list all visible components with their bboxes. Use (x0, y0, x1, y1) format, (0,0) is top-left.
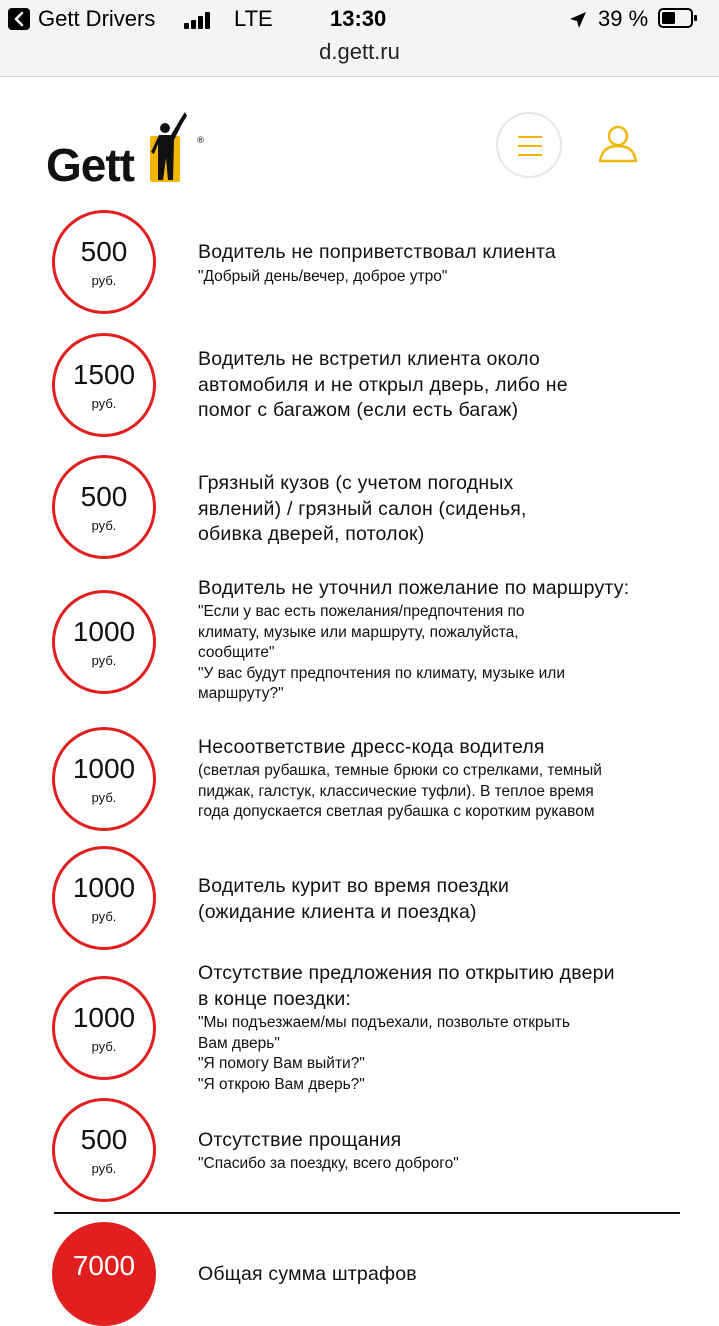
fine-amount: 1000 (72, 1002, 136, 1033)
fine-detail-line: пиджак, галстук, классические туфли). В теплое время (198, 782, 594, 800)
fine-detail-line: "Я помогу Вам выйти?" (198, 1055, 365, 1072)
back-app-label[interactable]: Gett Drivers (38, 6, 156, 31)
fine-title-line: помог с багажом (если есть багаж) (198, 399, 519, 421)
fine-amount-badge (52, 846, 156, 950)
fine-amount: 1500 (72, 359, 136, 390)
fine-currency: руб. (91, 1039, 117, 1054)
address-bar-url[interactable]: d.gett.ru (319, 39, 400, 64)
signal-strength-icon (184, 11, 218, 29)
fine-detail-line: "Спасибо за поездку, всего доброго" (198, 1155, 459, 1172)
fine-title-line: Отсутствие предложения по открытию двери (198, 962, 615, 984)
fine-amount: 1000 (72, 872, 136, 903)
network-type: LTE (234, 6, 273, 31)
fine-detail-line: климату, музыке или маршруту, пожалуйста, (198, 623, 519, 641)
fine-title-line: обивка дверей, потолок) (198, 523, 425, 545)
fine-title-line: автомобиля и не открыл дверь, либо не (198, 373, 568, 396)
fine-currency: руб. (91, 518, 117, 533)
fine-detail-line: сообщите" (198, 644, 275, 661)
fine-amount-badge (52, 333, 156, 437)
fine-title-line: Водитель не поприветствовал клиента (198, 241, 556, 263)
fine-currency: руб. (91, 790, 117, 805)
menu-button[interactable] (496, 112, 562, 178)
fine-amount: 1000 (72, 753, 136, 784)
gett-logo-figure-icon (146, 108, 206, 184)
fine-amount-badge (52, 210, 156, 314)
fine-detail-line: Вам дверь" (198, 1034, 280, 1052)
fine-amount-badge (52, 727, 156, 831)
fine-detail-line: "Добрый день/вечер, доброе утро" (198, 268, 448, 285)
fine-amount: 500 (80, 481, 128, 512)
divider (54, 1212, 680, 1214)
gett-logo[interactable]: Gett (46, 139, 134, 191)
user-profile-icon[interactable] (596, 124, 640, 164)
location-arrow-icon (568, 10, 588, 30)
fine-detail-line: "Мы подъезжаем/мы подъехали, позвольте открыть (198, 1014, 570, 1031)
fine-title-line: Несоответствие дресс-кода водителя (198, 736, 545, 758)
fine-amount: 500 (80, 236, 128, 267)
fine-detail-line: (светлая рубашка, темные брюки со стрелками, темный (198, 762, 602, 779)
fine-currency: руб. (91, 1161, 117, 1176)
svg-text:®: ® (196, 136, 205, 146)
fine-detail-line: "Если у вас есть пожелания/предпочтения по (198, 603, 525, 620)
fine-title-line: Водитель курит во время поездки (198, 875, 510, 897)
fine-currency: руб. (91, 909, 117, 924)
fine-detail-line: маршруту?" (198, 685, 284, 702)
fine-amount-badge (52, 590, 156, 694)
fine-amount-badge (52, 455, 156, 559)
fine-title-line: явлений) / грязный салон (сиденья, (198, 497, 527, 520)
fine-currency: руб. (91, 273, 117, 288)
back-to-app-icon[interactable] (8, 8, 30, 30)
clock: 13:30 (330, 6, 387, 31)
fine-detail-line: года допускается светлая рубашка с коротким рукавом (198, 803, 595, 820)
battery-icon (658, 8, 698, 28)
fine-detail-line: "У вас будут предпочтения по климату, музыке или (198, 664, 565, 682)
fine-currency: руб. (91, 653, 117, 668)
total-amount: 7000 (72, 1250, 136, 1281)
fine-title-line: в конце поездки: (198, 987, 352, 1010)
fine-title-line: Грязный кузов (с учетом погодных (198, 472, 514, 494)
fine-title-line: (ожидание клиента и поездка) (198, 900, 477, 923)
total-label: Общая сумма штрафов (198, 1263, 417, 1285)
battery-percent: 39 % (598, 6, 649, 31)
fine-title-line: Отсутствие прощания (198, 1129, 402, 1151)
status-bar (0, 0, 719, 77)
fine-amount-badge (52, 1098, 156, 1202)
fine-title-line: Водитель не уточнил пожелание по маршруту: (198, 577, 630, 599)
fine-detail-line: "Я открою Вам дверь?" (198, 1075, 365, 1093)
total-amount-badge (52, 1222, 156, 1326)
fine-amount: 500 (80, 1124, 128, 1155)
fine-amount-badge (52, 976, 156, 1080)
fine-title-line: Водитель не встретил клиента около (198, 348, 540, 370)
fine-amount: 1000 (72, 616, 136, 647)
fine-currency: руб. (91, 396, 117, 411)
